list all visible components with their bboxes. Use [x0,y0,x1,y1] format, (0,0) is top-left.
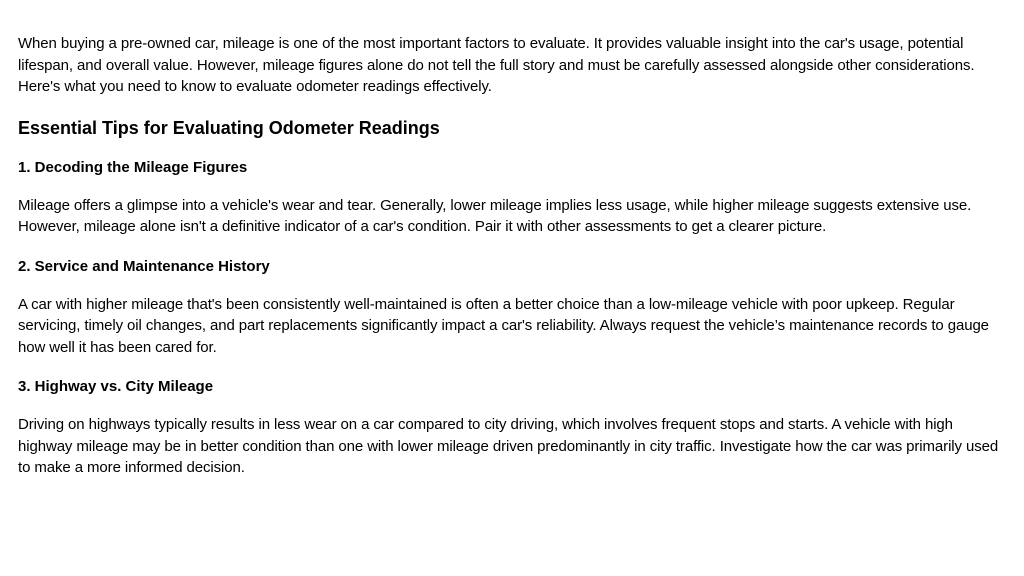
paragraph-highway-vs-city: Driving on highways typically results in less wear on a car compared to city driving, which involves frequent stops and starts. A vehicle with high highway mileage may be in better condition than one with lower mileage driven predominantly in city traffic. Investigate how the car was primarily used to make a more informed decision. [18,416,999,476]
section-heading: Essential Tips for Evaluating Odometer Readings [18,117,440,138]
subheading-decoding-mileage: 1. Decoding the Mileage Figures [18,158,248,176]
paragraph-decoding-mileage: Mileage offers a glimpse into a vehicle's wear and tear. Generally, lower mileage implies less usage, while higher mileage suggests extensive use. However, mileage alone isn't a definitive indicator of a car's condition. Pair it with other assessments to get a clearer picture. [18,196,972,235]
subheading-service-history: 2. Service and Maintenance History [18,257,270,275]
intro-paragraph: When buying a pre-owned car, mileage is one of the most important factors to evaluate. It provides valuable insight into the car's usage, potential lifespan, and overall value. However, mileage figures alone do not tell the full story and must be carefully assessed alongside other considerations. Here's what you need to know to evaluate odometer readings effectively. [18,35,975,95]
subheading-highway-vs-city: 3. Highway vs. City Mileage [18,378,214,395]
paragraph-service-history: A car with higher mileage that's been consistently well-maintained is often a better choice than a low-mileage vehicle with poor upkeep. Regular servicing, timely oil changes, and part replacements significantly impact a car's reliability. Always request the vehicle’s maintenance records to gauge how well it has been cared for. [18,295,989,356]
